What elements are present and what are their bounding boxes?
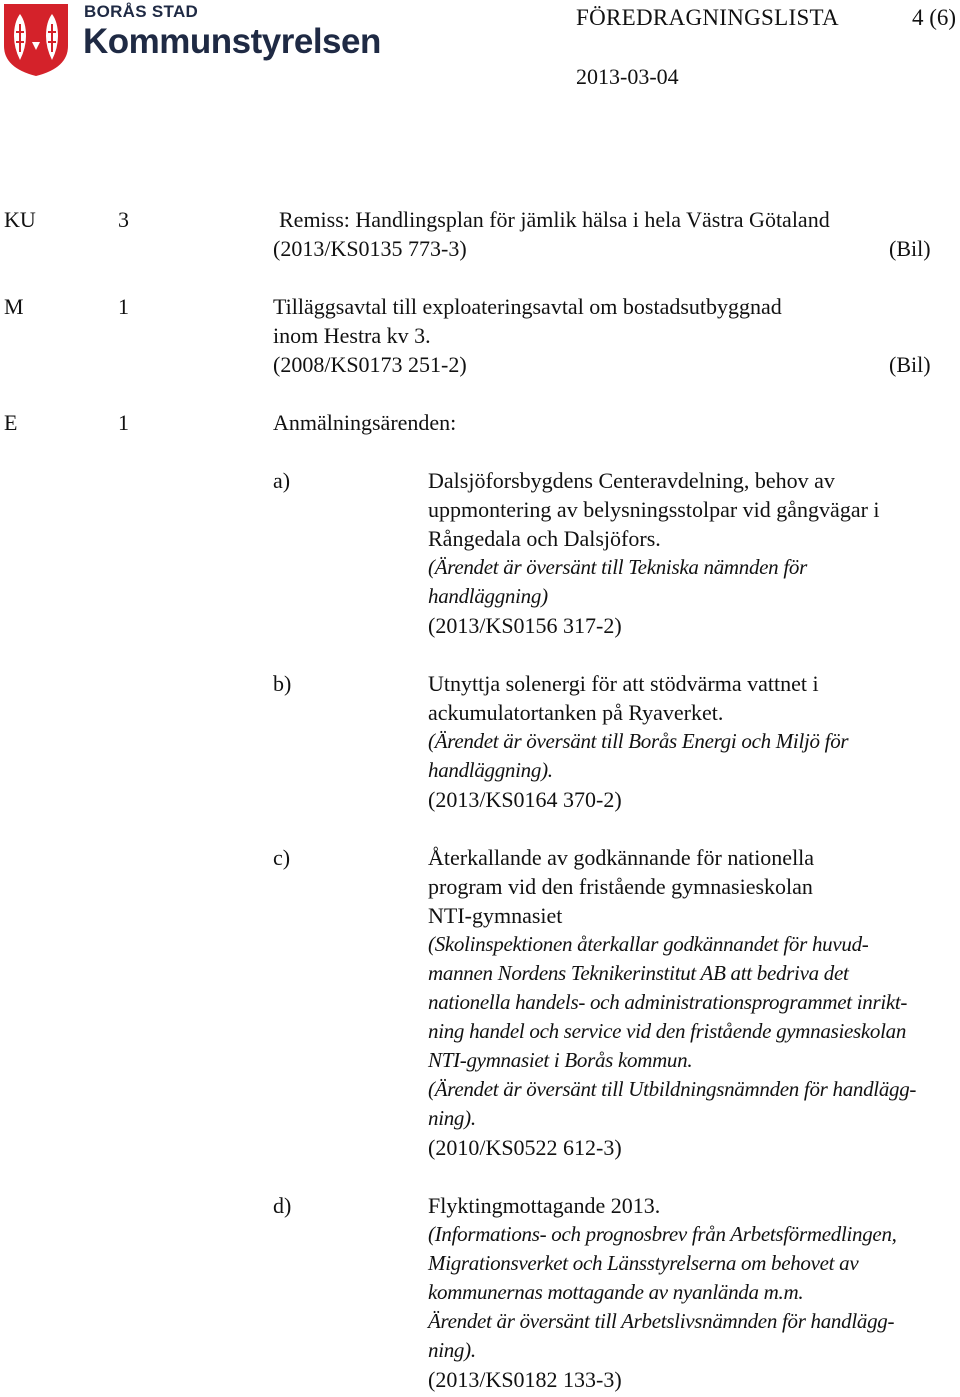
subitem-note: kommunernas mottagande av nyanlända m.m. <box>428 1280 804 1304</box>
document-date: 2013-03-04 <box>576 64 679 89</box>
item-reference: (2008/KS0173 251-2) <box>273 352 467 377</box>
subitem-note: ning). <box>428 1338 476 1362</box>
item-number: 3 <box>118 207 129 232</box>
subitem-letter: b) <box>273 671 292 696</box>
org-name: Kommunstyrelsen <box>83 22 381 61</box>
subitem-line: Dalsjöforsbygdens Centeravdelning, behov av <box>428 468 835 493</box>
subitem-line: program vid den fristående gymnasieskolan <box>428 874 813 899</box>
subitem-letter: a) <box>273 468 291 493</box>
subitem-note: (Informations- och prognosbrev från Arbetsförmedlingen, <box>428 1222 897 1246</box>
subitem-note: handläggning) <box>428 584 548 608</box>
subitem-note: (Ärendet är översänt till Tekniska nämnden för <box>428 555 807 579</box>
subitem-reference: (2010/KS0522 612-3) <box>428 1135 622 1160</box>
subitem-note: Ärendet är översänt till Arbetslivsnämnden för handlägg- <box>428 1309 895 1333</box>
org-small-label: BORÅS STAD <box>84 2 199 21</box>
item-title-line: inom Hestra kv 3. <box>273 323 431 348</box>
item-title: Remiss: Handlingsplan för jämlik hälsa i hela Västra Götaland <box>279 207 830 232</box>
subitem-letter: d) <box>273 1193 292 1218</box>
attachment-marker: (Bil) <box>889 352 931 377</box>
subitem-note: ning handel och service vid den fristående gymnasieskolan <box>428 1019 907 1043</box>
subitem-note: mannen Nordens Teknikerinstitut AB att bedriva det <box>428 961 849 985</box>
subitem-line: Återkallande av godkännande för nationella <box>428 845 815 870</box>
item-number: 1 <box>118 294 129 319</box>
subitem-note: (Skolinspektionen återkallar godkännandet för huvud- <box>428 932 869 956</box>
subitem-note: ning). <box>428 1106 476 1130</box>
item-number: 1 <box>118 410 129 435</box>
item-reference: (2013/KS0135 773-3) <box>273 236 467 261</box>
subitem-note: (Ärendet är översänt till Borås Energi och Miljö för <box>428 729 849 753</box>
subitem-reference: (2013/KS0156 317-2) <box>428 613 622 638</box>
subitem-line: Rångedala och Dalsjöfors. <box>428 526 661 551</box>
subitem-reference: (2013/KS0182 133-3) <box>428 1367 622 1392</box>
item-title-line: Tilläggsavtal till exploateringsavtal om bostadsutbyggnad <box>273 294 782 319</box>
subitem-letter: c) <box>273 845 291 870</box>
item-code: E <box>4 410 18 435</box>
item-title: Anmälningsärenden: <box>273 410 457 435</box>
subitem-line: Flyktingmottagande 2013. <box>428 1193 661 1218</box>
subitem-note: Migrationsverket och Länsstyrelserna om behovet av <box>428 1251 859 1275</box>
subitem-note: handläggning). <box>428 758 553 782</box>
page-number: 4 (6) <box>912 5 957 30</box>
subitem-line: NTI-gymnasiet <box>428 903 563 928</box>
subitem-note: NTI-gymnasiet i Borås kommun. <box>428 1048 693 1072</box>
attachment-marker: (Bil) <box>889 236 931 261</box>
subitem-note: nationella handels- och administrationsprogrammet inrikt- <box>428 990 908 1014</box>
subitem-line: uppmontering av belysningsstolpar vid gångvägar i <box>428 497 880 522</box>
subitem-note: (Ärendet är översänt till Utbildningsnämnden för handlägg- <box>428 1077 917 1101</box>
subitem-line: ackumulatortanken på Ryaverket. <box>428 700 724 725</box>
item-code: KU <box>4 207 36 232</box>
subitem-line: Utnyttja solenergi för att stödvärma vattnet i <box>428 671 819 696</box>
coat-of-arms-icon <box>2 2 70 78</box>
document-title: FÖREDRAGNINGSLISTA <box>576 5 839 30</box>
borås-stad-logo <box>0 0 380 80</box>
subitem-reference: (2013/KS0164 370-2) <box>428 787 622 812</box>
item-code: M <box>4 294 24 319</box>
